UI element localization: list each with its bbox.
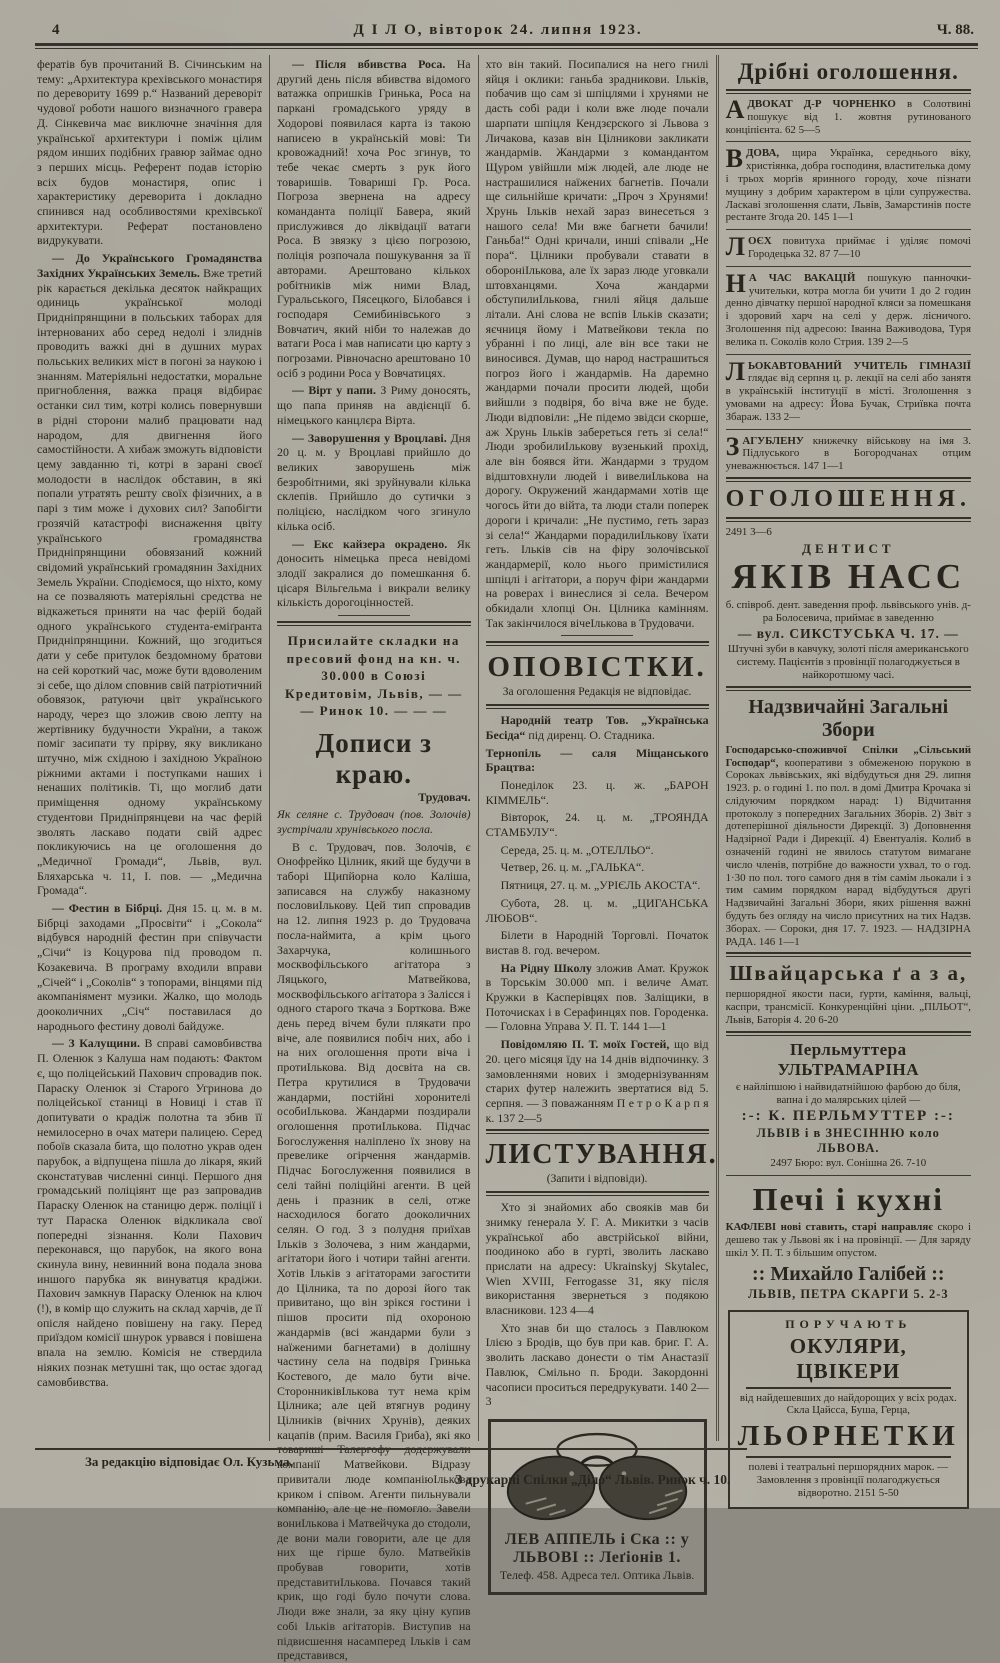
- double-rule: [726, 89, 971, 94]
- zbory-notice: Господарсько-споживчої Спілки „Сільський Господар“, кооперативи з обмеженою порукою в Сороках львівських, які відбудуться дня 29. липня 1923. р. о годині 1. по пол. в домі Дмитра Крочака зі слідуючим порядком нарад: 1) Відчитання протоколу з попередних Загальних Зборів. 2) Звіт з дотеперішної діяльности Дирекції. 3) Доповнення Надзірної Ради і Дирекції. 4) Евентуалія. Колиб в означеній годині не явилось статутом вимагане число членів, потрібне до важности ухвал, то о год. 1·30 по пол. того самого дня в тім самім льокали і з тим самим порядком нарад відбудуться другі Надзвичайні Загальні Збори, яких рішення важні будуть без огляду на число присутних на тих Надзв. Зборах. — Сороки, дня 17. 7. 1923. — НАДЗІРНА РАДА. 146 1—1: [725, 743, 972, 948]
- theater-monday: Понеділок 23. ц. ж. „БАРОН КІММЕЛЬ“.: [485, 777, 709, 807]
- ad-okuliary-tsvikery: [728, 1310, 969, 1509]
- pechi-ad-text-lead: КАФЛЕВІ нові ставить, старі направляє: [725, 1221, 938, 1234]
- ad-lead: ДВОКАТ Д-Р ЧОРНЕНКО: [747, 98, 907, 110]
- classified-advokat: АДВОКАТ Д-Р ЧОРНЕНКО в Солотвині пошукує від 1. жовтня рутинованого конціпієнта. 62 5—5: [725, 95, 971, 136]
- article-rosa-murder: — Після вбивства Роса. На другий день після вбивства відомого ватажка опришків Гринька, Роса на паркані громадського уряду в Ходорові появилася карта із такою написею в українській мові: Ти кровожадний! хоча Рос згинув, то тебе чекає смерть з рук його товаришів. Товариші Гр. Роса. Погроза звернена на адресу команданта поліції Бавера, який прислужився до ліквідації ватаги Роса. В звязку з цією погрозою, поліція розпочала пошукування за її авторами. Арештовано кількох робітників між ними Влад, Гуральського, Пясецкого, Білобався і господаря Семибинівського з Вовчатич, який ніби то належав до ватаги Роса і мав написати цю карту з погрозами. Рівночасно арештовано 10 осіб з родини Роса у Вовчатицях.: [277, 57, 471, 380]
- drop-cap: Л: [725, 232, 745, 262]
- newspaper-col-4: [716, 55, 978, 1499]
- gaza-heading: Швайцарська ґ а з а,: [729, 961, 968, 986]
- classified-lost-military-book: ЗАГУБЛЕНУ книжечку військову на імя З. Підлуського в Богородчанах отцим уневажнюється. 147 1—1: [725, 431, 971, 473]
- article-festyn-bibrka: — Фестин в Бібрці. Дня 15. ц. м. в м. Бібрці заходами „Просвіти“ і „Сокола“ відбувся народній фестин при співучасти „Січи“ із Коцурова під проводом п. Козакевича. В програму входили вправи „Січей“ і „Соколів“ з топорами, вінцями під акомпаніямент музики. Жалко, що молодь дооколичних „Січ“ поставилася до народнього фестину доволі байдуже.: [37, 901, 263, 1033]
- dentist-label: ДЕНТИСТ: [802, 540, 895, 556]
- theater-friday: Пятниця, 27. ц. м. „УРІЄЛЬ АКОСТА“.: [500, 878, 701, 893]
- ultramarine-text: є найліпшою і найвидатнійшою фарбою до біля, вапна і до малярських цілей —: [735, 1080, 961, 1106]
- classified-vacation-teacher: Н А ЧАС ВАКАЦІЙ пошукую панночки-учительки, котра могла би учити 1 до 2 годин денно дівчатку першої народної кляси за помешканя і здоровий харч на селі у держ. лісничого. Зголошення під адресою: Іванна Важиводова, Туря велика п. Соколів коло Стрия. 139 2—5: [725, 268, 971, 348]
- issue-number: Ч. 88.: [936, 22, 974, 38]
- theater-tuesday: Вівторок, 24. ц. м. „ТРОЯНДА СТАМБУЛУ“.: [485, 810, 709, 840]
- article-kalush-case-lead: — З Калущини.: [52, 1036, 145, 1051]
- masthead: Д І Л О, вівторок 24. липня 1923.: [353, 22, 643, 38]
- double-rule: [277, 621, 471, 626]
- article-rosa-murder-lead: — Після вбивства Роса.: [292, 57, 457, 71]
- perlmutter-location: ЛЬВІВ і в ЗНЕСІННЮ коло ЛЬВОВА.: [756, 1126, 940, 1156]
- double-rule: [726, 952, 971, 957]
- drop-cap: Л: [725, 356, 745, 386]
- ad-lead: ДОВА,: [745, 147, 793, 160]
- letter-pavliuk-inquiry: Хто знав би що сталось з Павлюком Ілією з Бродів, що був при кав. бриг. Г. А. зволить ласкаво донести о тім Анастазії Павлюк, Смільно п. Броди. Закордонні часописи проситься передрукувати. 140 2—3: [485, 1320, 709, 1409]
- article-wirth-pope-lead: — Вірт у папи.: [292, 383, 381, 398]
- okuliary-text: від найдешевших до найдорощих у всіх родах. Скла Цайсса, Буша, Герца,: [739, 1391, 957, 1417]
- theater-notice-lead: Народній театр Тов. „Українська Бесіда“: [485, 713, 709, 742]
- ad-lead: АГУБЛЕНУ: [742, 434, 813, 447]
- article-krekhiv-monastery: фератів був прочитаний В. Січинським на тему: „Архитектура крехівського монастиря по дереворитy 1699 р.“ Названий дереворіт чудової роботи нашого визначного гравера Д. Сінкевича має виключне значіння для української архитектури і поміж цілим рядом инших подібних ґравюр займає одно з перших місць. Референт подав історію всіх будов монастиря, опис і характеристику дереворита і докладно спинився над особливостями крехівської архитектури. Реферат постановлено видрукувати.: [37, 57, 263, 248]
- opovistky-disclaimer: За оголошення Редакція не відповідає.: [502, 686, 692, 699]
- optician-name: ЛЕВ АППЕЛЬ і Ска :: у ЛЬВОВІ :: Леґіонів 1.: [504, 1530, 690, 1566]
- liornetky-heading: ЛЬОРНЕТКИ: [737, 1420, 959, 1453]
- theater-saturday: Субота, 28. ц. м. „ЦИГАНСЬКА ЛЮБОВ“.: [485, 895, 709, 925]
- classified-lockedout-teacher: ЛЬОКАВТОВАНИЙ УЧИТЕЛЬ ГІМНАЗІЇ глядає від серпня ц. р. лекції на селі або занятя в українській інституції в місті. Зголошення з умовами на адресу: Йова Бучак, Стриївка почта Збараж. 133 2—: [725, 356, 971, 423]
- theater-notice: Народній театр Тов. „Українська Бесіда“ під диренц. О. Стадника.: [485, 713, 709, 742]
- section-heading-lystuvannia: ЛИСТУВАННЯ.: [485, 1139, 718, 1171]
- rule: [561, 635, 633, 636]
- notice-karpiak: Повідомляю П. Т. моїх Гостей, що від 20. цего місяця їду на 14 днів відпочинку. З замовленнями нових і змодернізуванням старих футер належить звертатися від 5. серпня. — З поважанням П е т р о К а р п я к. 137 2—5: [485, 1037, 709, 1125]
- drop-cap: А: [725, 95, 745, 124]
- section-heading-dopysy: Дописи з краю.: [315, 727, 432, 789]
- double-rule: [486, 641, 709, 646]
- dentist-credentials: б. співроб. дент. заведення проф. львівського унів. д-ра Болосевича, приймає в заведенню: [725, 598, 971, 624]
- dentist-services: Штучні зуби в кавчуку, золоті після американського систему. Пацієнтів з провінції полагоджується в найкоротшому часі.: [727, 643, 969, 681]
- ultramarine-heading: Перльмуттера УЛЬТРАМАРІНА: [777, 1039, 920, 1079]
- double-rule: [726, 477, 971, 482]
- article-trudovach-part2: хто він такий. Посипалися на него гнилі яйця і оклики: ганьба зрадникови. Ільків, побачив що сам зі шпіцлями і хрунями не дасть собі ради і коли вже люде почали шарпати шпіцля Кендзєрского зі Львова з Личакова, казав він Цілникови закликати жандармів. Жандарми з командантом Щуром увійшли між людей, але люде не настрашилися наїжених багнетів. Почали ще сильнійше кричати: „Проч з Хрунями! Хрунь Ільків нехай зараз винесеться з нашого села! Ми вже багнети бачили! Ганьба!“ Одні кричали, инші співали „Не пора“. Цілники пробували ставати в обороніІлькова, але їх зараз люде уговкали штовханцями. Хоча жандарми обступилиІлькова, гнилі яйця дальше літали. Ані слова не вспів Ільків сказати; яєчниця йому і Матвейкови текла по убранні і по лиці, але він все таки не виносився. Думав, що народ настрашиться погроз його і жандармів. На даремно жандарми почали просити людей, щоби вийшли з подвіря, бо віча вже не буде. Люди відповіли: „Не підемо звідси скорше, аж Хрунь Ільків забереться геть зі села!“ Люди зробилиІлькову вузенький прохід, але він боявся йти. Жандарми з трудом відштовхнули людей і вивелиІлькова на дорогу. Окружений жандармами хотів ще чогось йти до війта, та люди стали поперек дороги і кричали: „Не пустимо, геть зараз зі села!“ Жандарми порадилиІлькову їхати геть. Ільків сів на фіру золочівської жандармерії, коло нього примістилися шпіцлі і агітатори, а поруч фіри жандарми на роверах і винеслися зі села. Вечером обкидали хлопці Он. Цілника камінням. Так закінчилося вічеІлькова в Трудовачи.: [485, 57, 709, 630]
- printer-credit: З друкарні Спілки „Діло“ Львів. Ринок ч. 10.: [455, 1472, 731, 1487]
- okuliary-poruchayut: ПОРУЧАЮТЬ: [785, 1316, 912, 1331]
- rule: [726, 229, 971, 230]
- optician-contact: Телеф. 458. Адреса тел. Оптика Львів.: [499, 1567, 695, 1582]
- halibey-name: :: Михайло Галібей ::: [752, 1262, 945, 1285]
- double-rule: [726, 1031, 971, 1036]
- article-kalush-case: — З Калущини. В справі самовбивства П. Оленюк з Калуша нам подають: Фактом є, що поліцейський Пахович спровадив пок. Параску Оленюк зі Старого Угринова до поліцейської станиці в Новиці і став її допитувати о крадіж полотна та збив її немилосерно в очах матери палицею. Серед побоїв сказала бита, що полотно украв оден парубок, а відпущена пішла до лікаря, який сконстатував численні синці. Першого дня громадський поліціянт ще раз запровадив Параску Оленюк на станицю держ. поліції і тут Параска Оленюк відкликала свої попередні зізнання. Коли Пахович переконався, що парубок, на якого вона скинула вину, невинний вона подала знова иншого парубка як винуватця крадіжи. Пахович замкнув Параску Оленюк на ключ (!), в комір що служить на склад харчів, де її опісля найдено повішену на гаку. Перед приїздом комісії шнурок урвався і повішена впала на землю. Комісія не ствердила ніяких познак метушні так, що остає здогад самовбивства.: [37, 1036, 263, 1389]
- subhead-trudovach: Як селяне с. Трудовач (пов. Золочів) зустрічали хрунівського посла.: [277, 807, 471, 836]
- notice-ridna-shkola: На Рідну Школу зложив Амат. Кружок в Торськім 30.000 мп. і величе Амат. Кружки в Касперівцях пов. Заліщики, в Поточисках і в Серафинцях пов. Городенка. — Головна Управа У. П. Т. 144 1—1: [485, 960, 709, 1034]
- drop-cap: Н: [725, 268, 746, 298]
- okuliary-heading: ОКУЛЯРИ, ЦВІКЕРИ: [789, 1333, 907, 1383]
- double-rule: [486, 704, 709, 709]
- byline-trudovach: Трудовач.: [418, 789, 471, 804]
- inner-rule: [746, 1387, 951, 1389]
- letter-mykytka-photo: Хто зі знайомих або свояків мав би знимку ґенерала У. Г. А. Микитки з часів української або австрійської війни, поодиноко або в гурті, зволить ласкаво прислати на адресу: Ukrainskyj Skytalec, Wien XVIII, Ferrogasse 31, яку після використання звернеться з подякою власникови. 123 4—4: [485, 1200, 709, 1318]
- rule: [726, 354, 971, 355]
- section-heading-oholoshennia: ОГОЛОШЕННЯ.: [725, 485, 971, 512]
- double-rule: [726, 686, 971, 691]
- ad-lead: ЬОКАВТОВАНИЙ УЧИТЕЛЬ ГІМНАЗІЇ: [747, 359, 971, 372]
- article-wirth-pope: — Вірт у папи. З Риму доносять, що папа приняв на авдієнції б. німецького канцлєра Вірта.: [277, 383, 471, 427]
- notice-karpiak-lead: Повідомляю П. Т. моїх Гостей,: [500, 1037, 674, 1052]
- gaza-ad-text: першорядної якости паси, ґурти, каміння, вальці, каспри, трансмісії. Конкуренційні ціни. „ПІЛЬОТ“, Львів, Баторія 4. 20 6-20: [725, 988, 971, 1027]
- rule: [726, 266, 971, 267]
- dentist-address: — вул. СИКСТУСЬКА Ч. 17. —: [737, 626, 959, 642]
- article-wroclaw-riots-lead: — Заворушення у Вроцлаві.: [292, 430, 451, 445]
- article-trudovach-part1: В с. Трудовач, пов. Золочів, є Онофрейко Цілник, який ще будучи в таборі Щипйорна коло Каліша, записався на службу наказному пословиІлькову. Цей тип спровадив на 12. липня 1923 р. до Трудовача посла-наймита, а крім цього Захарчука, колишнього москвофільського агітатора з Ляцького, Матвейкова, москвофільського агітатора з Залісся і одного старого ткача з Борткова. Вже день перед вічем були плякати про віче, але появилися побіч них, або і на них оголошення проти віча і протиІлькова. Від досвіта на св. Петра крутилися в Трудовачи жандарми, постійні хоронителі особиІлькова. Жандарми поздирали оголошення протиІлькова. Підчас Богослуження наліплено їх знову на превелике огірчення жандармів. Підчас Богослуження появилися в селі тайні поліційні агенти. В цей день і празник в селі, отже насходилося богато дооколичних селян. О год. 3 з полудня приїхав Ільків з Золочева, з ним жандарми, агітатори його і чотири тайні агенти. Хотів Ільків з агітаторами загостити до Цілника, та по дорозі його так привитано, що він зрікся гостини і пішов просити під охороною жандармів (всі жандарми були з наїженими багнетами) в долішну частину села на подвіря Гринька Костевого, де мало бути віче. СторонниківІлькова тут нема крім Цілника; але цей втягнув родину Цілників (вічних Хрунів), деяких кацапів (прим. Василя Гриба), які яко товариші Талєргофу додержували компанії Матвейкови. Відразу привитали люде компаніюІлькова криком і співом. Агенти пильнували компанію, але це не помогло. Завели вониІлькова і Матвейчука до стодоли, де вони мали говорити, але це для них ще гірше було. Матвейків пробував говорити, хотів представитиІлькова. Почався такий крик, що годі було почути слова. Люди вже знали, за яку ціну купив собі Ільків агітаторів. Виступив на підвисшення насамперед Ільків і сам представився,: [277, 839, 471, 1663]
- double-rule: [486, 1191, 709, 1196]
- perlmutter-name: :-: К. ПЕРЛЬМУТТЕР :-:: [741, 1108, 955, 1125]
- rule: [726, 429, 971, 430]
- pechi-heading: Печі і кухні: [752, 1181, 945, 1218]
- dentist-ad-ref: 2491 3—6: [725, 525, 772, 538]
- article-kaiser-robbed: — Екс кайзера окрадено. Як доносить німецька преса невідомі злодії закралися до помешкання б. цісаря Вільгельма і викрали велику кількість дорогоцінностей.: [277, 536, 471, 610]
- section-heading-opovistky: ОПОВІСТКИ.: [487, 651, 707, 684]
- liornetky-text: полеві і театральні першорядних марок. — Замовлення з провінції полагоджується відворотно. 2151 5-50: [748, 1461, 949, 1499]
- pechi-ad-text: КАФЛЕВІ нові ставить, старі направляє скоро і дешево так у Львові як і на провінції. — Для заряду шкіл У. П. Т. з більшим опустом.: [725, 1221, 972, 1259]
- drop-cap: В: [725, 144, 743, 174]
- halibey-address: ЛЬВІВ, ПЕТРА СКАРГИ 5. 2-3: [747, 1286, 949, 1301]
- ad-lead: А ЧАС ВАКАЦІЙ: [748, 271, 868, 284]
- newspaper-col-2: [269, 55, 478, 1663]
- perlmutter-office: 2497 Бюро: вул. Сонішна 26. 7-10: [770, 1157, 927, 1170]
- footer-rule: [35, 1448, 747, 1450]
- theater-tickets: Білети в Народній Торговлі. Початок вистав 8. год. вечером.: [485, 928, 709, 957]
- header-rule: [35, 43, 978, 49]
- notice-ridna-shkola-lead: На Рідну Школу: [500, 960, 597, 975]
- zbory-heading: Надзвичайні Загальні Збори: [748, 695, 949, 741]
- article-festyn-bibrka-lead: — Фестин в Бібрці.: [52, 901, 168, 916]
- ad-lead: ОЄХ: [747, 235, 783, 248]
- article-appeal-students-lead: — До Українського Громадянства Західних Українських Земель.: [37, 251, 263, 280]
- drop-cap: З: [725, 431, 740, 461]
- theater-location: Тернопіль — саля Міщанського Брацтва:: [485, 745, 709, 775]
- rule: [726, 1175, 971, 1176]
- ad-lev-appel-optician: [488, 1419, 707, 1595]
- article-wroclaw-riots: — Заворушення у Вроцлаві. Дня 20 ц. м. у Вроцлаві прийшло до великих заворушень між безробітними, які зруйнували кілька склепів. Прийшло до сутички з поліцією, наслідком чого згинуло кілька осіб.: [277, 430, 471, 533]
- lystuvannia-subtitle: (Запити і відповіди).: [546, 1173, 648, 1186]
- classified-midwife: ЛОЄХ повитуха приймає і уділяє помочі Городецька 32. 87 7—10: [725, 232, 971, 262]
- zbory-notice-lead: Господарсько-споживчої Спілки „Сільський Господар“,: [725, 743, 971, 769]
- editor-credit: За редакцію відповідає Ол. Кузьма.: [85, 1454, 293, 1469]
- theater-thursday: Четвер, 26. ц. м. „ГАЛЬКА“.: [500, 860, 645, 875]
- theater-wednesday: Середа, 25. ц. м. „ОТЕЛЛЬО“.: [500, 842, 654, 857]
- inner-rule: [746, 1456, 951, 1458]
- rule: [338, 615, 410, 616]
- rule: [726, 141, 971, 142]
- article-appeal-students: — До Українського Громадянства Західних Українських Земель. Вже третий рік карається декілька десяток найкращих одиниць української молоді Придніпрянщини в польських таборах для інтернованих або серед недолі і злиднів проводить важкі дні в душних мурах польських великих міст в погоні за наукою і знанням. Матеріяльні недостатки, моральне пригноблення, важка праця відбирає останки сил тим, котрі колись повернувши в рідні сторони малиб працювати над народом, для двигнення його самостійности. А хибаж зможуть відповісти цему завданню ті, котрі в зарані своєї молодости в наслідок обставин, в які попали утратять решту своїх фізичних, а в парі з тим може і духових сил? Запобігти грозячій катастрофі виснаження цвіту українського громадянства Придніпрянщини обовязаний кожний свідомий український громадянин Західних Земель України. Сподіємося, що ніхто, кому на се позваляють матеріяльні средства не відкажеться приняти на час ферій бодай одного українського студента-еміґранта Придніпрянщини. Кожний, що згодиться дати у себе притулок бездомному братови на сей короткий час, може бути вдоволеним зі себе, що ділом сповнив свій патріотичний обовязок, ратуючи цвіт українського народу, через що зложив свою лепту на жертівнику будучности України, а також поміг засипати ту прірву, яку викликано штучно, між східною і західною Україною ріжними актами і поступками наших і ненаших політиків. Ті, що моглиб дати приміщення одному українському студентови Придніпрянцеви на час ферій зволять ласкаво подати свій адрес покликуючись на це оголошення до „Медичної Громади“, Львів, вул. Бляхарська ч. 11, І. пов. — „Медична Громада“.: [37, 251, 263, 898]
- classified-vdova: ВДОВА, щира Українка, середнього віку, христіянка, добра господиня, властителька дому і трьох морґів яринного городу, хоче пізнати мущину з добрим характером в ціли супружества. Ласкаві зголошення слати, Львів, Замарстинів посте рестанте Згода 20. 145 1—1: [725, 144, 971, 224]
- page-header: [0, 0, 1000, 43]
- double-rule: [726, 517, 971, 522]
- article-kaiser-robbed-lead: — Екс кайзера окрадено.: [292, 536, 457, 551]
- double-rule: [486, 1129, 709, 1134]
- press-fund-appeal: Присилайте складки на пресовий фонд на кн. ч. 30.000 в Союзі Кредитовім, Львів, — — — Ринок 10. — — —: [284, 633, 463, 719]
- newspaper-col-1: [35, 55, 269, 1441]
- dentist-name: ЯКІВ НАСС: [731, 556, 966, 596]
- section-heading-dribni: Дрібні оголошення.: [737, 59, 959, 84]
- page-number: 4: [52, 22, 60, 38]
